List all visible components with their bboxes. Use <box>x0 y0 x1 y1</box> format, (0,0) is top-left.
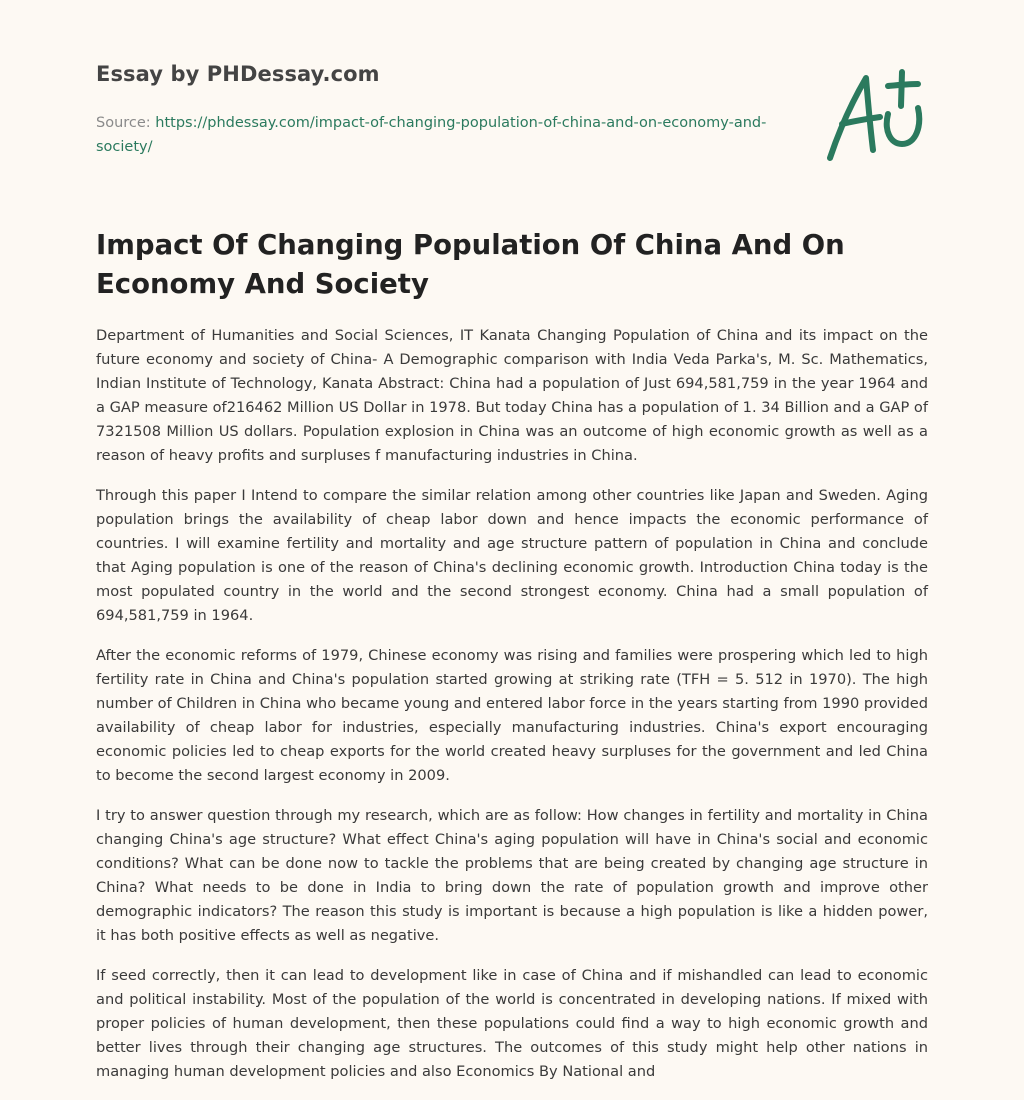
source-link[interactable]: https://phdessay.com/impact-of-changing-population-of-china-and-on-economy-and-society/ <box>96 115 767 155</box>
essay-title: Impact Of Changing Population Of China And On Economy And Society <box>96 229 845 300</box>
essay-paragraph-2: Through this paper I Intend to compare the similar relation among other countries like Japan and Sweden. Aging population brings the availability of cheap labor down and hence impacts the economic performance of countries. I will examine fertility and mortality and age structure pattern of population in China and conclude that Aging population is one of the reason of China's declining economic growth. Introduction China today is the most populated country in the world and the second strongest economy. China had a small population of 694,581,759 in 1964. <box>96 487 928 624</box>
source-label: Source: <box>96 115 151 131</box>
source-line <box>96 111 776 159</box>
essay-paragraph-4: I try to answer question through my research, which are as follow: How changes in fertility and mortality in China changing China's age structure? What effect China's aging population will have in China's social and economic conditions? What can be done now to tackle the problems that are being created by changing age structure in China? What needs to be done in India to bring down the rate of population growth and improve other demographic indicators? The reason this study is important is because a high population is like a hidden power, it has both positive effects as well as negative. <box>96 807 928 944</box>
essay-body <box>96 324 928 1100</box>
essay-paragraph-3: After the economic reforms of 1979, Chinese economy was rising and families were prospering which led to high fertility rate in China and China's population started growing at striking rate (TFH = 5. 512 in 1970). The high number of Children in China who became young and entered labor force in the years starting from 1990 provided availability of cheap labor for industries, especially manufacturing industries. China's export encouraging economic policies led to cheap exports for the world created heavy surpluses for the government and led China to become the second largest economy in 2009. <box>96 647 928 784</box>
essay-header <box>96 62 776 159</box>
essay-paragraph-1: Department of Humanities and Social Sciences, IT Kanata Changing Population of China and its impact on the future economy and society of China- A Demographic comparison with India Veda Parka's, M. Sc. Mathematics, Indian Institute of Technology, Kanata Abstract: China had a population of Just 694,581,759 in the year 1964 and a GAP measure of216462 Million US Dollar in 1978. But today China has a population of 1. 34 Billion and a GAP of 7321508 Million US dollars. Population explosion in China was an outcome of high economic growth as well as a reason of heavy profits and surpluses f manufacturing industries in China. <box>96 327 928 464</box>
essay-paragraph-5: If seed correctly, then it can lead to development like in case of China and if mishandled can lead to economic and political instability. Most of the population of the world is concentrated in developing nations. If mixed with proper policies of human development, then these populations could find a way to high economic growth and better lives through their changing age structures. The outcomes of this study might help other nations in managing human development policies and also Economics By National and <box>96 967 928 1080</box>
brand-name: Essay by PHDessay.com <box>96 62 380 86</box>
a-plus-grade-icon <box>818 62 938 172</box>
